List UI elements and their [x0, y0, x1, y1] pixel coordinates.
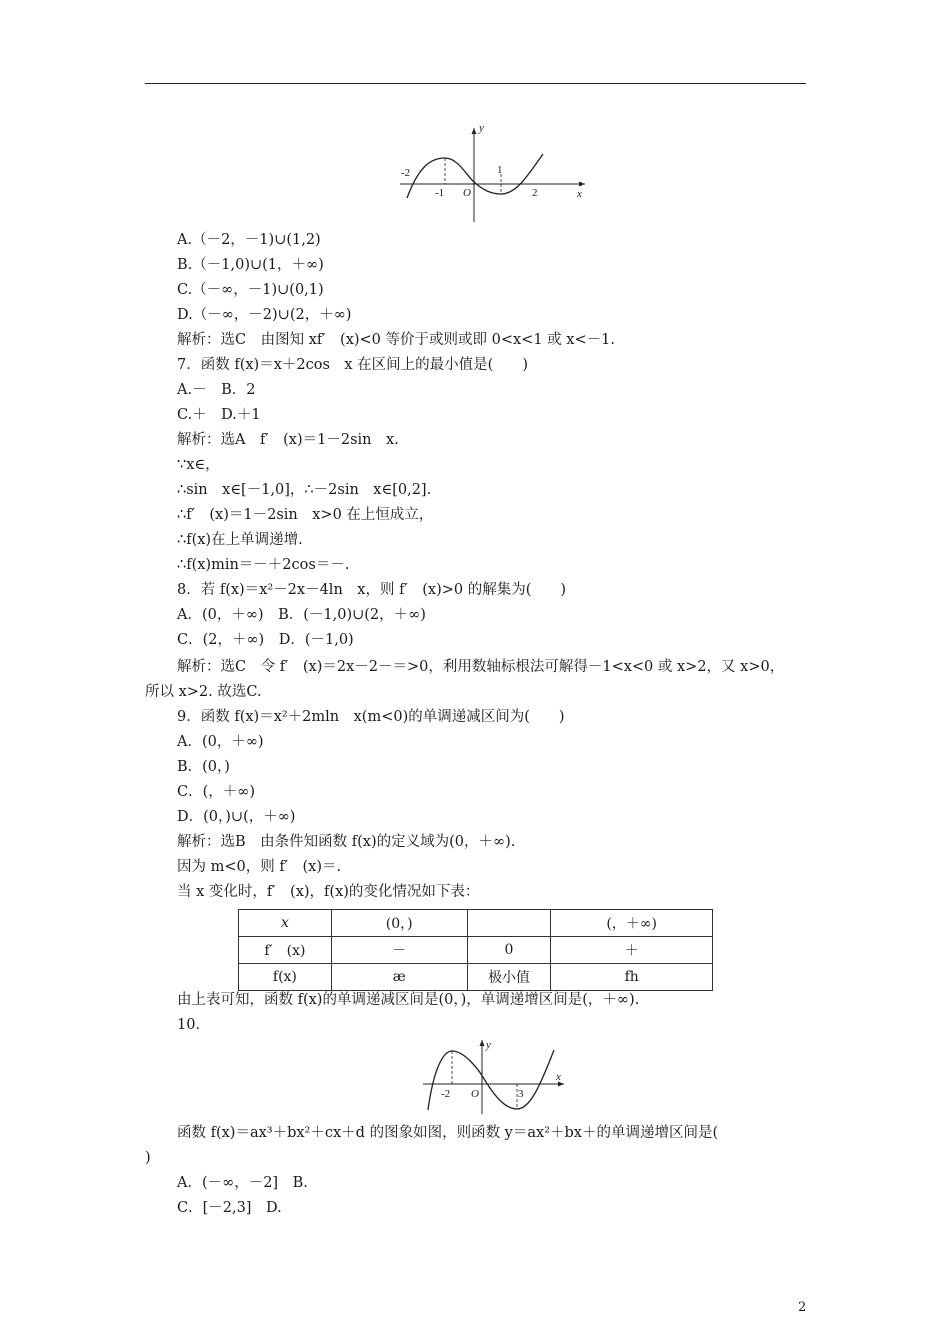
solution-7-line3: ∴sin x∈[－1,0]，∴－2sin x∈[0,2].	[177, 482, 432, 498]
solution-8-line2: 所以 x>2. 故选C.	[145, 684, 262, 700]
tick-label-neg2: -2	[401, 167, 411, 179]
option-9c: C．(，＋∞)	[177, 784, 255, 800]
solution-9-line3: 当 x 变化时，f′ (x)，f(x)的变化情况如下表：	[177, 884, 480, 900]
tick-label-2: 2	[532, 187, 538, 199]
table-cell: (，＋∞)	[551, 910, 713, 937]
y-axis-label: y	[479, 122, 484, 134]
solution-6: 解析：选C 由图知 xf′ (x)<0 等价于或则或即 0<x<1 或 x<－1.	[177, 332, 615, 348]
table-cell: f′ (x)	[239, 937, 332, 964]
x-axis-label: x	[577, 188, 582, 200]
table-cell: ＋	[551, 937, 713, 964]
option-10ab: A．(－∞，－2] B.	[177, 1175, 308, 1191]
tick-label-neg2: -2	[441, 1088, 451, 1100]
table-cell: x	[239, 910, 332, 937]
figure-1-graph	[395, 118, 595, 226]
table-cell: 极小值	[467, 964, 551, 991]
figure-2-graph	[420, 1036, 570, 1116]
table-cell: －	[331, 937, 467, 964]
question-7: 7．函数 f(x)＝x＋2cos x 在区间上的最小值是( )	[177, 357, 528, 373]
solution-7-line4: ∴f′ (x)＝1－2sin x>0 在上恒成立，	[177, 507, 434, 523]
option-9b: B．(0，)	[177, 759, 230, 775]
table-cell	[467, 910, 551, 937]
option-7ab: A.－ B．2	[177, 382, 256, 398]
variation-table	[238, 909, 713, 991]
origin-label: O	[471, 1088, 479, 1100]
table-cell: (0，)	[331, 910, 467, 937]
solution-7-line2: ∵x∈，	[177, 457, 220, 473]
table-row	[239, 964, 713, 991]
page-number: 2	[798, 1300, 807, 1315]
solution-9-line2: 因为 m<0，则 f′ (x)＝.	[177, 859, 342, 875]
question-8: 8．若 f(x)＝x²－2x－4ln x，则 f′ (x)>0 的解集为( )	[177, 582, 567, 598]
table-cell: fh	[551, 964, 713, 991]
option-7cd: C.＋ D.＋1	[177, 407, 261, 423]
x-axis-label: x	[556, 1071, 561, 1083]
header-rule	[145, 83, 806, 84]
solution-7-line5: ∴f(x)在上单调递增.	[177, 532, 303, 548]
option-6c: C.（－∞，－1)∪(0,1)	[177, 282, 324, 298]
table-cell: 0	[467, 937, 551, 964]
table-cell: f(x)	[239, 964, 332, 991]
option-9a: A．(0，＋∞)	[177, 734, 264, 750]
option-6a: A.（－2，－1)∪(1,2)	[177, 232, 321, 248]
question-10-number: 10．	[177, 1017, 210, 1033]
solution-7-line6: ∴f(x)min＝－＋2cos＝－.	[177, 557, 350, 573]
table-cell: æ	[331, 964, 467, 991]
solution-9-line1: 解析：选B 由条件知函数 f(x)的定义域为(0，＋∞).	[177, 834, 516, 850]
table-row	[239, 937, 713, 964]
table-row	[239, 910, 713, 937]
tick-label-1: 1	[497, 164, 503, 176]
option-6b: B.（－1,0)∪(1，＋∞)	[177, 257, 324, 273]
origin-label: O	[463, 187, 471, 199]
solution-8-line1: 解析：选C 令 f′ (x)＝2x－2－＝>0，利用数轴标根法可解得－1<x<0 或 x>2，又 x>0，	[177, 659, 785, 675]
option-9d: D．(0，)∪(，＋∞)	[177, 809, 296, 825]
solution-7-line1: 解析：选A f′ (x)＝1－2sin x.	[177, 432, 399, 448]
option-8ab: A．(0，＋∞) B．(－1,0)∪(2，＋∞)	[177, 607, 426, 623]
option-10cd: C．[－2,3] D.	[177, 1200, 282, 1216]
question-10-cont: )	[145, 1150, 151, 1166]
question-10: 函数 f(x)＝ax³＋bx²＋cx＋d 的图象如图，则函数 y＝ax²＋bx＋的单调递增区间是(	[177, 1125, 719, 1141]
tick-label-neg1: -1	[435, 187, 445, 199]
option-8cd: C．(2，＋∞) D．(－1,0)	[177, 632, 354, 648]
tick-label-3: 3	[518, 1088, 524, 1100]
y-axis-label: y	[486, 1039, 491, 1051]
option-6d: D.（－∞，－2)∪(2，＋∞)	[177, 307, 352, 323]
question-9: 9．函数 f(x)＝x²＋2mln x(m<0)的单调递减区间为( )	[177, 709, 565, 725]
table-conclusion: 由上表可知，函数 f(x)的单调递减区间是(0，)，单调递增区间是(，＋∞).	[177, 992, 640, 1008]
